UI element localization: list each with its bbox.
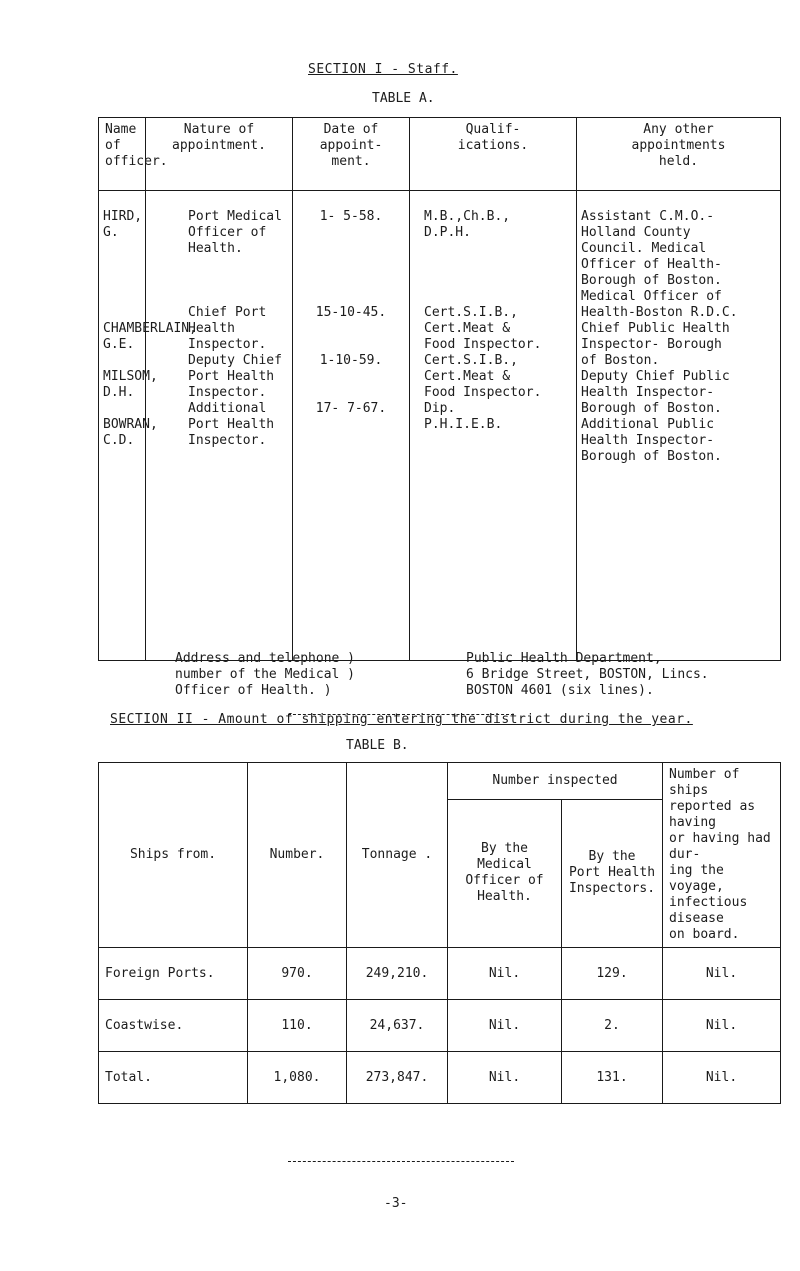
header-tonnage: Tonnage . — [347, 763, 448, 948]
table-row — [99, 1052, 781, 1104]
row-by-medical-officer: Nil. — [448, 948, 562, 1000]
shipping-table — [98, 762, 781, 1104]
header-number-inspected: Number inspected — [448, 763, 663, 800]
shipping-table-header-row — [99, 763, 781, 800]
staff-table — [98, 117, 781, 661]
row-number: 970. — [248, 948, 347, 1000]
header-nature-of-appointment: Nature of appointment. — [146, 118, 293, 191]
section-1-heading: SECTION I - Staff. — [308, 62, 458, 77]
row-infectious: Nil. — [663, 948, 781, 1000]
header-infectious-disease: Number of ships reported as having or having had dur- ing the voyage, infectious disease on board. — [663, 763, 781, 948]
qualifications-cell: M.B.,Ch.B., D.P.H. Cert.S.I.B., Cert.Meat & Food Inspector. Cert.S.I.B., Cert.Meat & Food Inspector. Dip. P.H.I.E.B. — [410, 191, 577, 661]
table-a-label: TABLE A. — [372, 91, 435, 106]
row-by-inspectors: 2. — [562, 1000, 663, 1052]
header-number: Number. — [248, 763, 347, 948]
table-b-label: TABLE B. — [346, 738, 409, 753]
row-ships-from: Total. — [99, 1052, 248, 1104]
table-row — [99, 1000, 781, 1052]
appointment-nature-cell: Port Medical Officer of Health. Chief Port Health Inspector. Deputy Chief Port Health Inspector. Additional Port Health Inspector. — [146, 191, 293, 661]
row-tonnage: 273,847. — [347, 1052, 448, 1104]
table-row — [99, 948, 781, 1000]
row-ships-from: Coastwise. — [99, 1000, 248, 1052]
officer-names-cell: HIRD, G. CHAMBERLAIN, G.E. MILSOM, D.H. BOWRAN, C.D. — [99, 191, 146, 661]
section-2-title: SECTION II - Amount of shipping entering the district during the year. — [110, 712, 693, 727]
header-qualifications: Qualif- ications. — [410, 118, 577, 191]
row-tonnage: 249,210. — [347, 948, 448, 1000]
header-other-appointments: Any other appointments held. — [577, 118, 781, 191]
appointment-dates-cell: 1- 5-58. 15-10-45. 1-10-59. 17- 7-67. — [293, 191, 410, 661]
staff-table-body-row — [99, 191, 781, 661]
row-number: 1,080. — [248, 1052, 347, 1104]
divider-line-bottom — [288, 1161, 514, 1162]
header-by-port-health-inspectors: By the Port Health Inspectors. — [562, 799, 663, 947]
row-ships-from: Foreign Ports. — [99, 948, 248, 1000]
row-tonnage: 24,637. — [347, 1000, 448, 1052]
page-number: -3- — [384, 1196, 408, 1211]
row-number: 110. — [248, 1000, 347, 1052]
header-by-medical-officer: By the Medical Officer of Health. — [448, 799, 562, 947]
address-label: Address and telephone ) number of the Medical ) Officer of Health. ) — [175, 651, 356, 698]
staff-table-header-row — [99, 118, 781, 191]
address-value: Public Health Department, 6 Bridge Street, BOSTON, Lincs. BOSTON 4601 (six lines). — [466, 651, 709, 698]
row-by-inspectors: 131. — [562, 1052, 663, 1104]
row-by-inspectors: 129. — [562, 948, 663, 1000]
row-infectious: Nil. — [663, 1052, 781, 1104]
header-date-of-appointment: Date of appoint- ment. — [293, 118, 410, 191]
other-appointments-cell: Assistant C.M.O.- Holland County Council. Medical Officer of Health- Borough of Boston. Medical Officer of Health-Boston R.D.C. Chief Public Health Inspector- Borough of Boston. Deputy Chief Public Health Inspector- Borough of Boston. Additional Public Health Inspector- Borough of Boston. — [577, 191, 781, 661]
header-name-of-officer: Name of officer. — [99, 118, 146, 191]
header-ships-from: Ships from. — [99, 763, 248, 948]
row-infectious: Nil. — [663, 1000, 781, 1052]
row-by-medical-officer: Nil. — [448, 1052, 562, 1104]
row-by-medical-officer: Nil. — [448, 1000, 562, 1052]
